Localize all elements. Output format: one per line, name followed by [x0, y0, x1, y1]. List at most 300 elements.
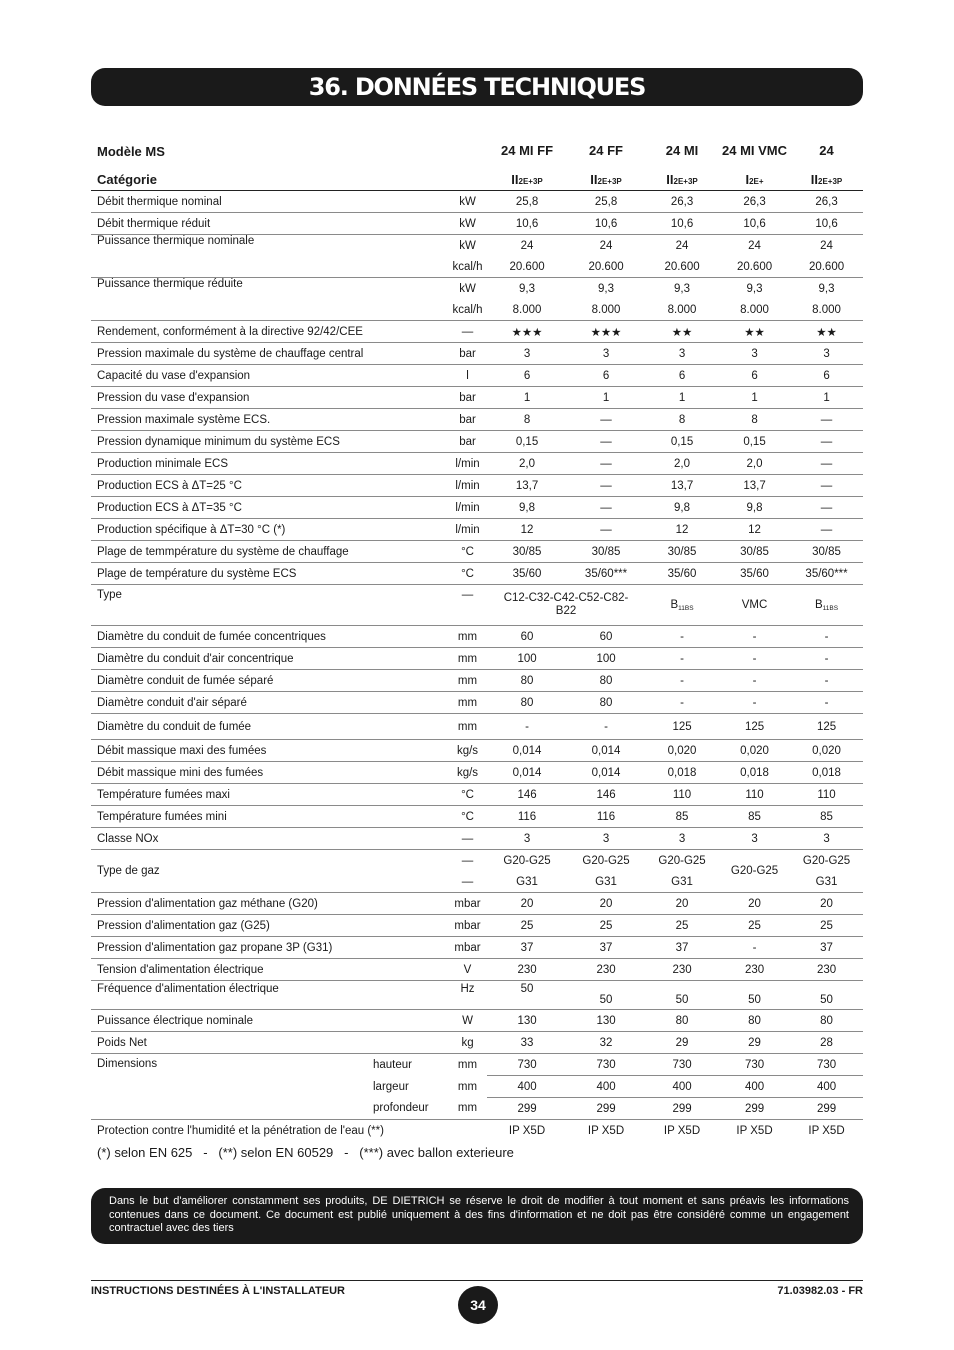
cell-value: 100 — [567, 648, 645, 670]
cell-value: 20 — [487, 893, 567, 915]
row-label: Diamètre du conduit d'air concentrique — [91, 648, 448, 670]
row-unit: kcal/h — [448, 299, 487, 321]
cell-value: - — [719, 648, 790, 670]
cell-value: 12 — [487, 519, 567, 541]
table-row — [91, 431, 863, 453]
table-row — [91, 453, 863, 475]
cell-value: 146 — [567, 784, 645, 806]
cell-value: — — [567, 453, 645, 475]
cell-value: G20-G25 — [802, 854, 851, 867]
cell-value: 230 — [790, 959, 863, 981]
cell-value: 9,3 — [598, 282, 615, 295]
table-row — [91, 893, 863, 915]
type-row — [91, 585, 863, 626]
row-unit: — — [448, 871, 487, 893]
row-unit: Hz — [448, 981, 487, 1010]
cell-value: - — [645, 626, 719, 648]
column-header: 24 MI — [665, 143, 699, 158]
category-sub: 2E+3P — [818, 176, 843, 186]
cell-value: 30/85 — [719, 541, 790, 563]
type-sub: 11BS — [678, 604, 694, 612]
cell-value: VMC — [719, 585, 790, 626]
cell-value: 730 — [790, 1054, 863, 1076]
row-unit: bar — [448, 387, 487, 409]
cell-value: 3 — [567, 828, 645, 850]
cell-value: 29 — [719, 1032, 790, 1054]
cell-value: - — [719, 626, 790, 648]
row-unit: l — [448, 365, 487, 387]
cell-value: — — [567, 431, 645, 453]
cell-value: 30/85 — [645, 541, 719, 563]
row-label: Température fumées maxi — [91, 784, 448, 806]
column-header: 24 FF — [589, 143, 624, 158]
cell-value: IP X5D — [808, 1124, 845, 1137]
row-unit: — — [448, 585, 487, 626]
cell-value: 730 — [645, 1054, 719, 1076]
cell-value: - — [487, 714, 567, 740]
cell-value: 0,018 — [719, 762, 790, 784]
cell-value: 0,014 — [487, 740, 567, 762]
row-unit: °C — [448, 563, 487, 585]
cell-value: 230 — [645, 959, 719, 981]
cell-value: 28 — [790, 1032, 863, 1054]
category-sub: 2E+3P — [597, 176, 622, 186]
cell-value: 25 — [487, 915, 567, 937]
cell-value: G20-G25 — [582, 854, 630, 867]
cell-value: 6 — [567, 365, 645, 387]
cell-value: - — [645, 670, 719, 692]
row-unit: l/min — [448, 475, 487, 497]
cell-value: G20-G25 — [719, 850, 790, 893]
cell-value: 125 — [719, 714, 790, 740]
cell-value — [790, 585, 863, 626]
cell-value: 400 — [487, 1076, 567, 1098]
cell-value: 85 — [645, 806, 719, 828]
row-unit: l/min — [448, 453, 487, 475]
row-unit: mm — [448, 670, 487, 692]
cell-value: 730 — [719, 1054, 790, 1076]
column-header-model: Modèle MS — [97, 143, 165, 159]
row-unit: bar — [448, 431, 487, 453]
cell-value: 80 — [487, 692, 567, 714]
row-unit: W — [448, 1010, 487, 1032]
cell-value: 25,8 — [567, 191, 645, 213]
cell-value: 6 — [487, 365, 567, 387]
cell-value: 6 — [719, 365, 790, 387]
row-label: Dimensions — [91, 1054, 373, 1120]
cell-value: 26,3 — [790, 191, 863, 213]
cell-value: 10,6 — [790, 213, 863, 235]
cell-value: 0,014 — [487, 762, 567, 784]
cell-value: 3 — [487, 828, 567, 850]
cell-value: 20.600 — [719, 256, 790, 278]
category-value — [567, 168, 645, 191]
cell-value: 35/60 — [719, 563, 790, 585]
cell-value: 29 — [645, 1032, 719, 1054]
row-label: Pression dynamique minimum du système ECS — [91, 431, 448, 453]
table-row — [91, 714, 863, 740]
cell-value: 37 — [487, 937, 567, 959]
cell-value: - — [719, 937, 790, 959]
row-label: Plage de température du système ECS — [91, 563, 448, 585]
row-label: Pression d'alimentation gaz (G25) — [91, 915, 448, 937]
cell-value: 110 — [790, 784, 863, 806]
category-main: II — [511, 171, 519, 187]
row-label: Puissance thermique nominale — [97, 235, 255, 247]
cell-value: - — [645, 648, 719, 670]
cell-value: 400 — [790, 1076, 863, 1098]
cell-value: 35/60*** — [790, 563, 863, 585]
row-unit: V — [448, 959, 487, 981]
cell-value — [645, 585, 719, 626]
page-title: 36. DONNÉES TECHNIQUES — [308, 73, 646, 101]
cell-value: - — [719, 670, 790, 692]
cell-value: 400 — [645, 1076, 719, 1098]
category-label: Catégorie — [91, 168, 487, 191]
category-main: II — [810, 171, 819, 187]
cell-value: 230 — [487, 959, 567, 981]
row-label: Pression d'alimentation gaz méthane (G20) — [91, 893, 448, 915]
cell-value: 100 — [487, 648, 567, 670]
table-row — [91, 299, 863, 321]
cell-value: 130 — [487, 1010, 567, 1032]
row-label — [91, 299, 448, 321]
cell-value: 730 — [567, 1054, 645, 1076]
category-main: II — [666, 171, 674, 187]
cell-value: 3 — [719, 343, 790, 365]
row-label: Diamètre conduit de fumée séparé — [91, 670, 448, 692]
cell-value: 400 — [719, 1076, 790, 1098]
cell-value: 25 — [567, 915, 645, 937]
row-label — [91, 256, 448, 278]
cell-value: 60 — [567, 626, 645, 648]
table-row — [91, 740, 863, 762]
row-label: Puissance électrique nominale — [91, 1010, 448, 1032]
cell-value: 20.600 — [487, 256, 567, 278]
table-row — [91, 497, 863, 519]
table-row — [91, 648, 863, 670]
cell-value: 116 — [567, 806, 645, 828]
cell-value: 0,020 — [790, 740, 863, 762]
type-main: B — [670, 598, 679, 611]
row-unit: mbar — [448, 915, 487, 937]
category-main: I — [745, 171, 750, 187]
row-label: Débit massique mini des fumées — [91, 762, 448, 784]
cell-value: ★★ — [790, 321, 863, 343]
row-unit: l/min — [448, 497, 487, 519]
cell-value: 20.600 — [567, 256, 645, 278]
cell-value: 80 — [645, 1010, 719, 1032]
cell-value: — — [790, 431, 863, 453]
table-row — [91, 670, 863, 692]
cell-value: 26,3 — [719, 191, 790, 213]
table-row — [91, 915, 863, 937]
category-sub: 2E+3P — [673, 176, 698, 186]
category-sub: 2E+ — [749, 176, 764, 186]
row-label: Pression maximale système ECS. — [91, 409, 448, 431]
table-row — [91, 806, 863, 828]
cell-value: 299 — [790, 1098, 863, 1120]
cell-value: 125 — [790, 714, 863, 740]
cell-value: - — [567, 714, 645, 740]
cell-value: 50 — [567, 981, 645, 1010]
cell-value: 299 — [487, 1098, 567, 1120]
cell-value: 80 — [567, 692, 645, 714]
table-row — [91, 626, 863, 648]
table-row — [91, 343, 863, 365]
row-label: Débit massique maxi des fumées — [91, 740, 448, 762]
cell-value: 116 — [487, 806, 567, 828]
cell-value: — — [567, 497, 645, 519]
cell-value: IP X5D — [736, 1124, 773, 1137]
cell-value: G31 — [567, 871, 645, 893]
row-unit: kg — [448, 1032, 487, 1054]
row-unit: mbar — [448, 893, 487, 915]
category-value — [790, 168, 863, 191]
cell-value: 6 — [645, 365, 719, 387]
table-row — [91, 191, 863, 213]
table-row — [91, 828, 863, 850]
cell-value: 25 — [719, 915, 790, 937]
cell-value: 37 — [567, 937, 645, 959]
cell-value: 299 — [645, 1098, 719, 1120]
table-row — [91, 563, 863, 585]
table-row — [91, 235, 863, 257]
row-label: Type de gaz — [91, 850, 448, 893]
cell-value: 8 — [645, 409, 719, 431]
cell-value: 230 — [719, 959, 790, 981]
cell-value: - — [790, 626, 863, 648]
cell-value: 9,8 — [487, 497, 567, 519]
row-label: Production ECS à ΔT=35 °C — [91, 497, 448, 519]
table-row — [91, 213, 863, 235]
cell-value: 50 — [487, 981, 567, 1010]
cell-value: — — [567, 519, 645, 541]
cell-value: 3 — [487, 343, 567, 365]
cell-value: 80 — [567, 670, 645, 692]
cell-value: 25 — [645, 915, 719, 937]
cell-value: ★★ — [645, 321, 719, 343]
cell-value: — — [790, 519, 863, 541]
row-label: Poids Net — [91, 1032, 448, 1054]
category-value — [487, 168, 567, 191]
row-unit: — — [461, 854, 474, 867]
protection-row — [91, 1120, 863, 1142]
table-row — [91, 519, 863, 541]
cell-value: 32 — [567, 1032, 645, 1054]
cell-value: 10,6 — [567, 213, 645, 235]
table-row — [91, 784, 863, 806]
cell-value: 0,020 — [719, 740, 790, 762]
row-label: Production ECS à ΔT=25 °C — [91, 475, 448, 497]
table-row — [91, 1032, 863, 1054]
table-row — [91, 541, 863, 563]
row-unit: mm — [457, 1080, 478, 1093]
category-main: II — [590, 171, 598, 187]
row-unit: mm — [457, 1058, 478, 1071]
cell-value: 20.600 — [790, 256, 863, 278]
cell-value: 299 — [567, 1098, 645, 1120]
cell-value: - — [790, 670, 863, 692]
cell-value: 3 — [567, 343, 645, 365]
row-unit: kg/s — [448, 762, 487, 784]
cell-value: 13,7 — [645, 475, 719, 497]
cell-value: 0,020 — [645, 740, 719, 762]
cell-value: 1 — [567, 387, 645, 409]
row-unit: mm — [448, 692, 487, 714]
category-value — [719, 168, 790, 191]
table-row — [91, 981, 863, 1010]
footer-divider — [91, 1280, 863, 1281]
row-label: Production spécifique à ΔT=30 °C (*) — [91, 519, 448, 541]
cell-value: 13,7 — [719, 475, 790, 497]
row-label: Production minimale ECS — [91, 453, 448, 475]
page-title-banner — [91, 68, 863, 106]
cell-value: 0,15 — [645, 431, 719, 453]
cell-value: ★★ — [719, 321, 790, 343]
cell-value: 0,15 — [719, 431, 790, 453]
type-main: B — [814, 598, 823, 611]
row-unit: kg/s — [448, 740, 487, 762]
dimension-sub-label: hauteur — [373, 1058, 413, 1071]
row-unit: mm — [448, 648, 487, 670]
cell-value: 3 — [790, 343, 863, 365]
row-unit: mm — [448, 714, 487, 740]
cell-value: IP X5D — [587, 1124, 625, 1137]
cell-value: 30/85 — [567, 541, 645, 563]
cell-value: 400 — [567, 1076, 645, 1098]
cell-value: 35/60 — [645, 563, 719, 585]
cell-value: 25 — [790, 915, 863, 937]
cell-value: 10,6 — [645, 213, 719, 235]
cell-value: 33 — [487, 1032, 567, 1054]
cell-value: 3 — [719, 828, 790, 850]
cell-value: 25,8 — [487, 191, 567, 213]
row-label: Pression maximale du système de chauffage central — [91, 343, 448, 365]
cell-value: - — [790, 648, 863, 670]
cell-value: 80 — [790, 1010, 863, 1032]
cell-value: 8.000 — [790, 299, 863, 321]
cell-value: — — [790, 453, 863, 475]
row-label: Protection contre l'humidité et la pénétration de l'eau (**) — [97, 1124, 384, 1137]
cell-value: 8.000 — [567, 299, 645, 321]
row-label: Capacité du vase d'expansion — [91, 365, 448, 387]
cell-value: 9,8 — [719, 497, 790, 519]
row-unit: l/min — [448, 519, 487, 541]
row-label: Plage de temmpérature du système de chauffage — [91, 541, 448, 563]
column-header: 24 — [819, 143, 834, 158]
cell-value: 10,6 — [719, 213, 790, 235]
cell-value: 0,014 — [567, 762, 645, 784]
cell-value: 110 — [645, 784, 719, 806]
row-label: Pression du vase d'expansion — [91, 387, 448, 409]
page-number: 34 — [470, 1297, 486, 1313]
footnote: (*) selon EN 625 - (**) selon EN 60529 - (***) avec ballon exterieure — [97, 1145, 514, 1160]
cell-value: 0,014 — [567, 740, 645, 762]
table-row — [91, 365, 863, 387]
table-row — [91, 762, 863, 784]
cell-value: 20 — [719, 893, 790, 915]
row-label: Diamètre conduit d'air séparé — [91, 692, 448, 714]
cell-value: 20 — [567, 893, 645, 915]
cell-value: 24 — [520, 239, 534, 252]
row-label: Débit thermique nominal — [91, 191, 448, 213]
cell-value: 9,3 — [519, 282, 536, 295]
gas-row — [91, 850, 863, 872]
cell-value: G31 — [645, 871, 719, 893]
cell-value: 24 — [675, 239, 689, 252]
cell-value: 60 — [487, 626, 567, 648]
cell-value: G31 — [487, 871, 567, 893]
cell-value: 9,3 — [818, 282, 835, 295]
cell-value: 37 — [645, 937, 719, 959]
cell-value: — — [790, 475, 863, 497]
cell-value: 146 — [487, 784, 567, 806]
cell-value: - — [645, 692, 719, 714]
row-unit: kW — [448, 213, 487, 235]
cell-value: 110 — [719, 784, 790, 806]
cell-value: 130 — [567, 1010, 645, 1032]
cell-value: 12 — [645, 519, 719, 541]
row-label: Débit thermique réduit — [91, 213, 448, 235]
row-unit: bar — [448, 343, 487, 365]
table-row — [91, 1010, 863, 1032]
table-row — [91, 321, 863, 343]
cell-value: G20-G25 — [658, 854, 706, 867]
cell-value: 80 — [719, 1010, 790, 1032]
type-sub: 11BS — [822, 604, 839, 612]
row-unit: kcal/h — [448, 256, 487, 278]
row-unit: °C — [448, 541, 487, 563]
cell-value: 1 — [487, 387, 567, 409]
row-label: Température fumées mini — [91, 806, 448, 828]
page-number-badge — [458, 1286, 498, 1324]
category-row — [91, 168, 863, 191]
cell-value: 0,018 — [645, 762, 719, 784]
row-label: Pression d'alimentation gaz propane 3P (G31) — [91, 937, 448, 959]
cell-value: 9,3 — [746, 282, 763, 295]
row-label: Diamètre du conduit de fumée concentriques — [91, 626, 448, 648]
cell-value: 24 — [748, 239, 761, 252]
cell-value: 3 — [645, 343, 719, 365]
cell-value: 20.600 — [645, 256, 719, 278]
row-unit: °C — [448, 784, 487, 806]
row-unit: bar — [448, 409, 487, 431]
cell-value: 1 — [790, 387, 863, 409]
cell-value: 6 — [790, 365, 863, 387]
footer-document-type: INSTRUCTIONS DESTINÉES À L'INSTALLATEUR — [91, 1285, 345, 1297]
cell-value: 9,3 — [674, 282, 691, 295]
table-row — [91, 256, 863, 278]
row-unit: kW — [459, 282, 476, 295]
cell-value: G31 — [790, 871, 863, 893]
cell-value: 299 — [719, 1098, 790, 1120]
table-row — [91, 409, 863, 431]
cell-value: 35/60*** — [567, 563, 645, 585]
cell-value: 730 — [487, 1054, 567, 1076]
cell-value: - — [719, 692, 790, 714]
cell-value: 8 — [487, 409, 567, 431]
cell-value: 13,7 — [487, 475, 567, 497]
cell-value: 2,0 — [719, 453, 790, 475]
row-unit: — — [448, 828, 487, 850]
cell-value: 20 — [790, 893, 863, 915]
row-unit: — — [448, 321, 487, 343]
category-value — [645, 168, 719, 191]
cell-value: 1 — [645, 387, 719, 409]
cell-value: 3 — [790, 828, 863, 850]
cell-value: 30/85 — [790, 541, 863, 563]
